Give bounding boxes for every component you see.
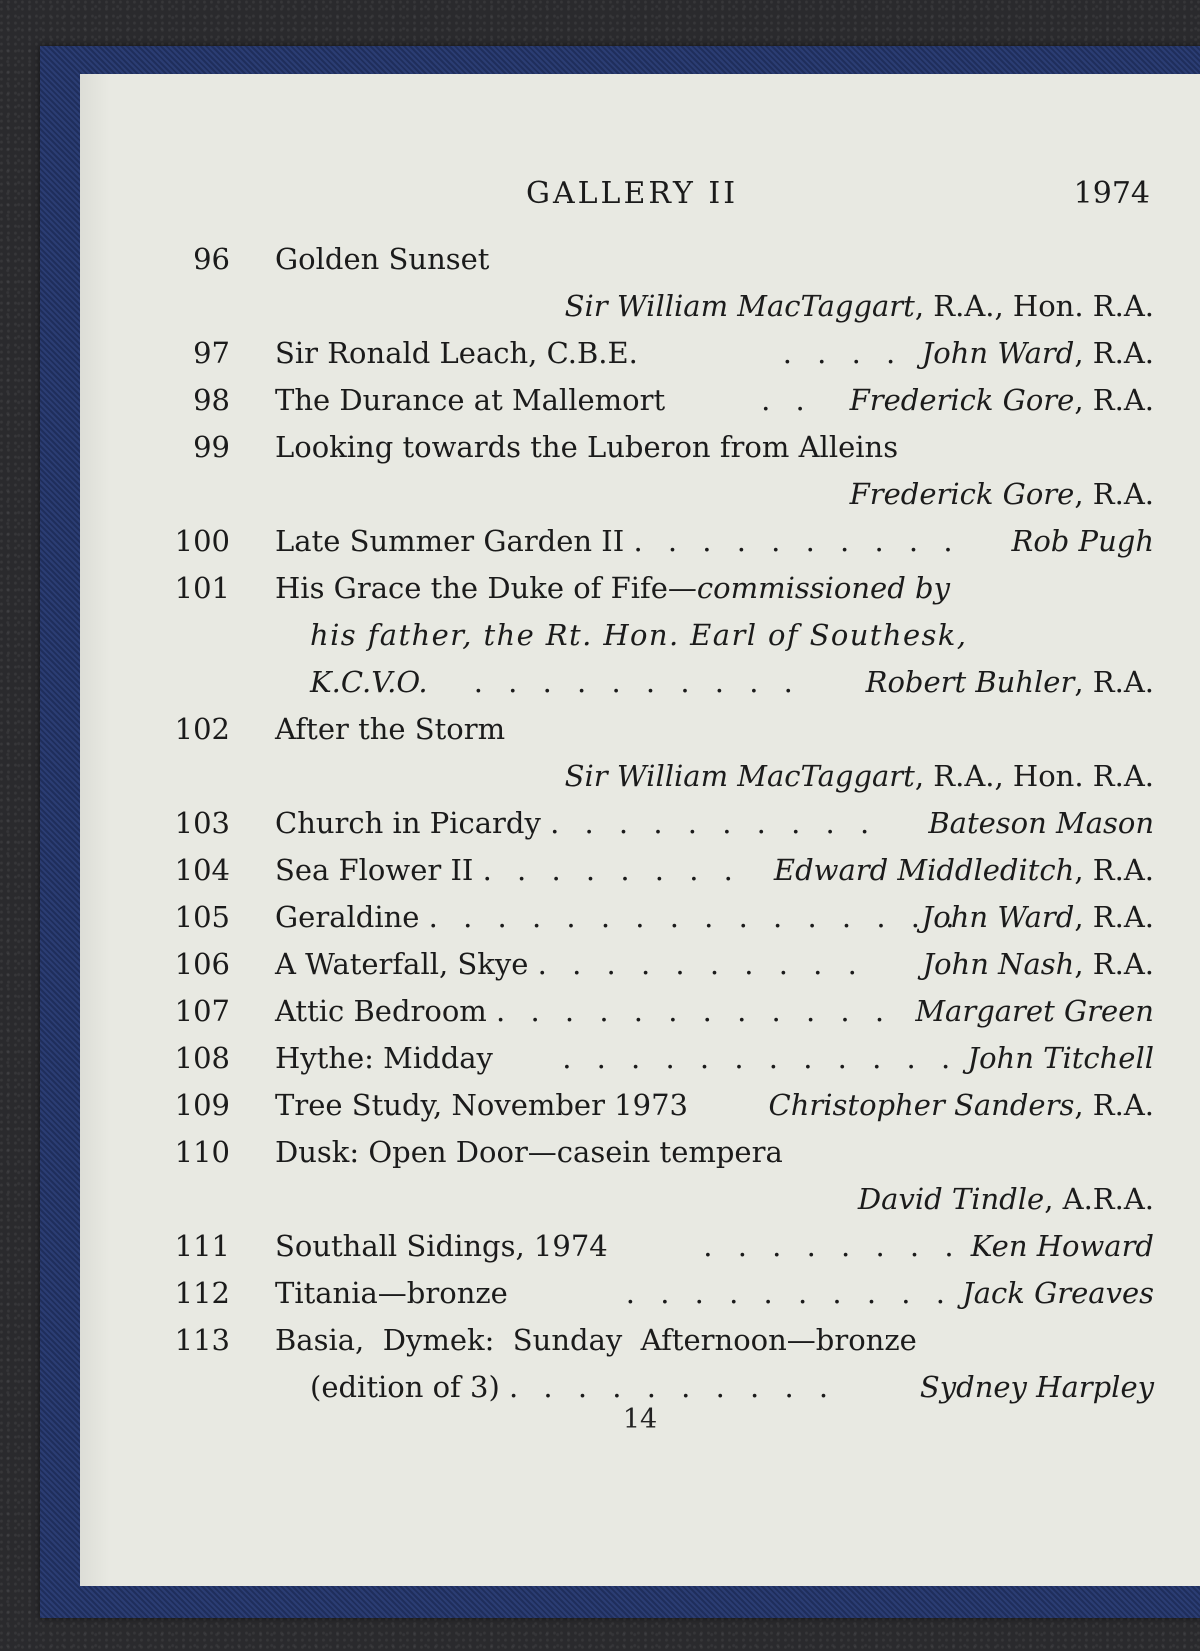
dot-leader: . . . . . . . . . . bbox=[509, 1370, 837, 1404]
entry-title-continued: his father, the Rt. Hon. Earl of Southesk, bbox=[310, 618, 968, 652]
entry-number: 108 bbox=[174, 1041, 230, 1075]
entry-title-continued: (edition of 3) . . . . . . . . . . bbox=[310, 1370, 837, 1404]
catalogue-entry bbox=[80, 988, 1200, 1035]
entry-title: The Durance at Mallemort bbox=[275, 383, 666, 417]
entry-artist: . . Frederick Gore, R.A. bbox=[761, 383, 1154, 417]
entry-artist: . . . . . . . . . . . . John Titchell bbox=[562, 1041, 1154, 1075]
entry-artist: David Tindle, A.R.A. bbox=[857, 1182, 1154, 1216]
page-number: 14 bbox=[622, 1404, 658, 1435]
entry-artist: Sir William MacTaggart, R.A., Hon. R.A. bbox=[564, 759, 1154, 793]
dot-leader: . . . . . . . . . . bbox=[537, 947, 865, 981]
entry-number: 112 bbox=[174, 1276, 230, 1310]
entry-number: 103 bbox=[174, 806, 230, 840]
entry-title: Golden Sunset bbox=[275, 242, 490, 276]
entry-number: 100 bbox=[174, 524, 230, 558]
entry-number: 105 bbox=[174, 900, 230, 934]
entry-artist: Christopher Sanders, R.A. bbox=[768, 1088, 1154, 1122]
entry-title: Titania—bronze bbox=[275, 1276, 508, 1310]
entry-title: Looking towards the Luberon from Alleins bbox=[275, 430, 899, 464]
dot-leader: . . . . . . . . . . bbox=[625, 1276, 953, 1310]
catalogue-entry bbox=[80, 565, 1200, 706]
catalogue-entry bbox=[80, 1035, 1200, 1082]
dot-leader: . . bbox=[761, 383, 813, 417]
entry-artist: Sydney Harpley bbox=[919, 1370, 1154, 1404]
entry-artist: . . . . John Ward, R.A. bbox=[782, 336, 1154, 370]
entry-title: Sir Ronald Leach, C.B.E. bbox=[275, 336, 638, 370]
entry-number: 98 bbox=[193, 383, 230, 417]
catalogue-entry bbox=[80, 330, 1200, 377]
entry-number: 102 bbox=[174, 712, 230, 746]
dot-leader: . . . . . . . . . . . . . . . . bbox=[428, 900, 963, 934]
dot-leader: . . . . . . . . . . . . bbox=[496, 994, 893, 1028]
dot-leader: . . . . . . . . . . . . bbox=[562, 1041, 959, 1075]
catalogue-entry bbox=[80, 1270, 1200, 1317]
entry-title: A Waterfall, Skye . . . . . . . . . . bbox=[275, 947, 865, 981]
entry-title-continued: K.C.V.O. . . . . . . . . . . bbox=[310, 665, 801, 699]
entry-artist: Edward Middleditch, R.A. bbox=[773, 853, 1154, 887]
entry-title: Geraldine . . . . . . . . . . . . . . . . bbox=[275, 900, 963, 934]
page-year: 1974 bbox=[1073, 176, 1150, 211]
entry-title: After the Storm bbox=[275, 712, 506, 746]
catalogue-entry bbox=[80, 236, 1200, 330]
catalogue-entry bbox=[80, 941, 1200, 988]
entry-artist: Frederick Gore, R.A. bbox=[849, 477, 1154, 511]
entry-artist: Robert Buhler, R.A. bbox=[865, 665, 1154, 699]
entry-title: His Grace the Duke of Fife—commissioned by bbox=[275, 571, 950, 605]
catalogue-entry bbox=[80, 1317, 1200, 1411]
entry-number: 113 bbox=[174, 1323, 230, 1357]
dot-leader: . . . . bbox=[782, 336, 904, 370]
entry-artist: Rob Pugh bbox=[1011, 524, 1154, 558]
entry-number: 97 bbox=[193, 336, 230, 370]
entry-artist: Sir William MacTaggart, R.A., Hon. R.A. bbox=[564, 289, 1154, 323]
catalogue-entry bbox=[80, 1129, 1200, 1223]
entry-number: 107 bbox=[174, 994, 230, 1028]
catalogue-entry bbox=[80, 1223, 1200, 1270]
page-header bbox=[80, 176, 1200, 216]
entry-number: 104 bbox=[174, 853, 230, 887]
catalogue-entry bbox=[80, 424, 1200, 518]
catalogue-entry bbox=[80, 800, 1200, 847]
entry-title: Church in Picardy . . . . . . . . . . bbox=[275, 806, 878, 840]
dot-leader: . . . . . . . . . . bbox=[473, 665, 801, 699]
catalogue-entry bbox=[80, 847, 1200, 894]
entry-artist: Margaret Green bbox=[915, 994, 1154, 1028]
dot-leader: . . . . . . . . bbox=[703, 1229, 962, 1263]
entry-title: Sea Flower II . . . . . . . . bbox=[275, 853, 741, 887]
dot-leader: . . . . . . . . . . bbox=[550, 806, 878, 840]
entry-title: Southall Sidings, 1974 bbox=[275, 1229, 608, 1263]
entry-number: 99 bbox=[193, 430, 230, 464]
dot-leader: . . . . . . . . bbox=[482, 853, 741, 887]
entry-artist: John Ward, R.A. bbox=[921, 900, 1154, 934]
catalogue-entry bbox=[80, 518, 1200, 565]
entry-title: Basia, Dymek: Sunday Afternoon—bronze bbox=[275, 1323, 917, 1357]
dot-leader: . . . . . . . . . . bbox=[633, 524, 961, 558]
gallery-title: GALLERY II bbox=[526, 176, 739, 211]
catalogue-entry bbox=[80, 1082, 1200, 1129]
catalogue-entry bbox=[80, 706, 1200, 800]
entry-number: 111 bbox=[174, 1229, 230, 1263]
entry-artist: Bateson Mason bbox=[928, 806, 1154, 840]
catalogue-entry bbox=[80, 894, 1200, 941]
entry-title: Hythe: Midday bbox=[275, 1041, 493, 1075]
entry-artist: John Nash, R.A. bbox=[922, 947, 1154, 981]
entry-number: 101 bbox=[174, 571, 230, 605]
entry-number: 109 bbox=[174, 1088, 230, 1122]
catalogue-list bbox=[80, 236, 1200, 1411]
entry-artist: . . . . . . . . Ken Howard bbox=[703, 1229, 1154, 1263]
entry-title: Tree Study, November 1973 bbox=[275, 1088, 688, 1122]
catalogue-entry bbox=[80, 377, 1200, 424]
entry-artist: . . . . . . . . . . Jack Greaves bbox=[625, 1276, 1154, 1310]
entry-title: Dusk: Open Door—casein tempera bbox=[275, 1135, 783, 1169]
entry-number: 106 bbox=[174, 947, 230, 981]
catalogue-page bbox=[80, 74, 1200, 1586]
entry-number: 96 bbox=[193, 242, 230, 276]
entry-title: Attic Bedroom . . . . . . . . . . . . bbox=[275, 994, 893, 1028]
entry-number: 110 bbox=[174, 1135, 230, 1169]
entry-title: Late Summer Garden II . . . . . . . . . . bbox=[275, 524, 961, 558]
